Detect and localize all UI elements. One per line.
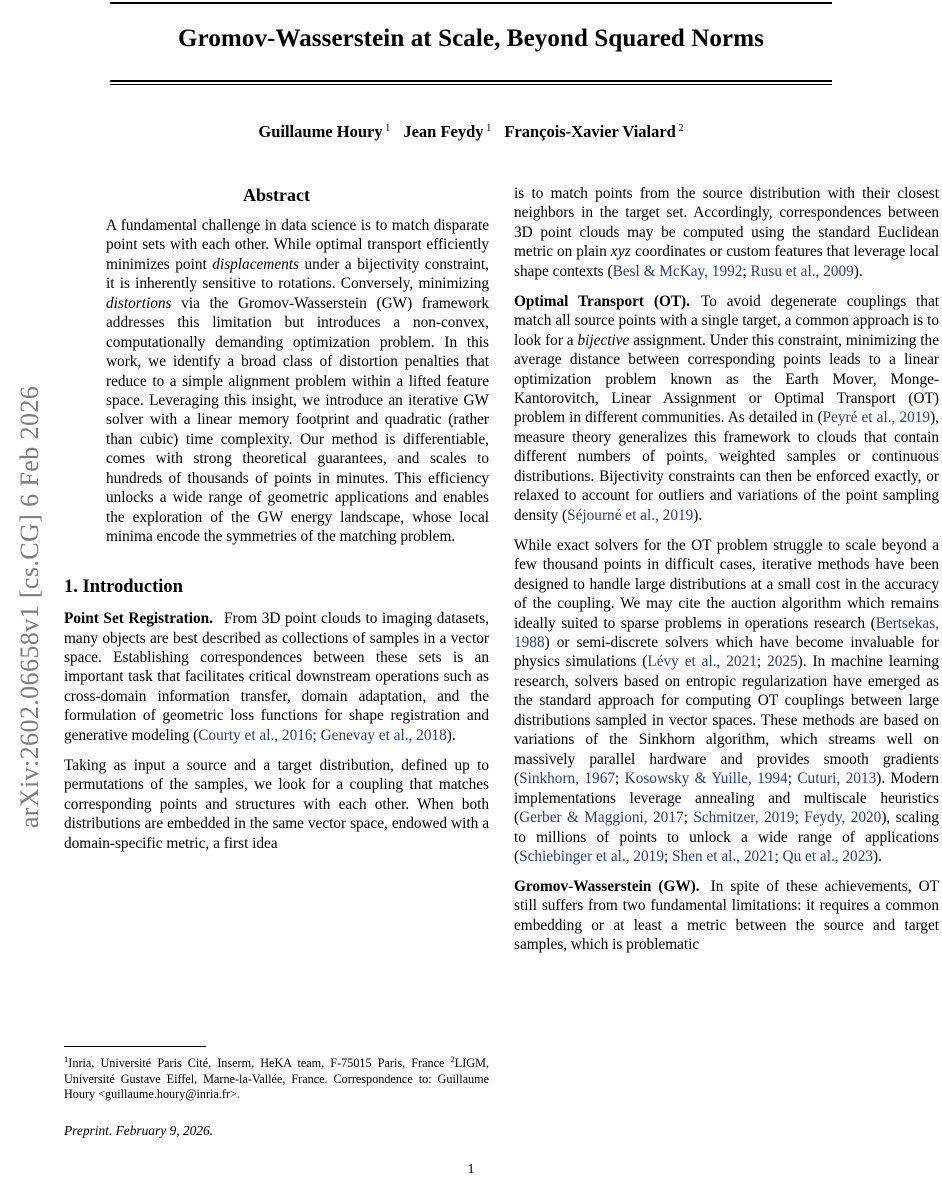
title-top-rule <box>110 2 832 4</box>
emphasis-text: displacements <box>212 255 299 273</box>
body-text: ; <box>756 653 768 671</box>
affiliation-mark: 1 <box>64 1054 69 1064</box>
citation-link[interactable]: Peyré et al., 2019 <box>822 409 931 427</box>
body-text: ). Modern implementations leverage annealing and multiscale heuristics ( <box>514 770 939 827</box>
author-affiliation-mark: 2 <box>678 122 684 134</box>
body-text: is to match points from the source distribution with their closest neighbors in the target set. Accordingly, correspondences between 3D point clouds may be computed using the standard Euclidean metric on plain <box>514 185 939 261</box>
body-text: To avoid degenerate couplings that match all source points with a single target, a common approach is to look for a <box>514 292 939 349</box>
affiliation-mark: 2 <box>450 1054 455 1064</box>
body-text: ; <box>615 770 625 788</box>
citation-link[interactable]: Schiebinger et al., 2019 <box>519 847 664 865</box>
body-paragraph <box>64 609 489 745</box>
abstract-body <box>106 216 489 547</box>
body-text: In spite of these achievements, OT still suffers from two fundamental limitations: it requires a common embedding or at least a metric between the source and target samples, which is problematic <box>514 877 939 954</box>
arxiv-stamp <box>0 0 56 1200</box>
author-entry <box>504 122 683 141</box>
body-text: Taking as input a source and a target distribution, defined up to permutations of the samples, we look for a coupling that matches corresponding points and structures with each other. When both distributions are embedded in the same vector space, endowed with a domain-specific metric, a first idea <box>64 756 489 852</box>
body-paragraph <box>514 536 939 867</box>
body-text: LIGM, Université Gustave Eiffel, Marne-la-Vallée, France. Correspondence to: Guillaume Houry <guillaume.houry@inria.fr>. <box>64 1056 489 1102</box>
author-list <box>110 122 832 142</box>
body-text: ). <box>446 726 456 744</box>
emphasis-text: bijective <box>577 331 630 349</box>
body-text: ), scaling to millions of points to unlock a wide range of applications ( <box>514 809 939 865</box>
paragraph-runin-heading: Optimal Transport (OT). <box>514 292 690 310</box>
abstract-heading: Abstract <box>243 185 310 205</box>
citation-link[interactable]: Qu et al., 2023 <box>782 847 874 865</box>
paragraph-runin-heading: Point Set Registration. <box>64 610 213 628</box>
body-text: ; <box>312 726 321 744</box>
citation-link[interactable]: Kosowsky & Yuille, 1994 <box>624 770 788 788</box>
body-paragraph <box>64 756 489 853</box>
author-name: François-Xavier Vialard <box>504 122 676 141</box>
body-text: ; <box>663 847 673 865</box>
citation-link[interactable]: Sinkhorn, 1967 <box>519 770 616 788</box>
author-name: Jean Feydy <box>403 122 484 141</box>
citation-link[interactable]: Lévy et al., 2021 <box>647 653 757 671</box>
title-bottom-double-rule <box>110 80 832 85</box>
body-text: ). <box>853 262 863 280</box>
citation-link[interactable]: Séjourné et al., 2019 <box>567 506 694 524</box>
footnote-separator-rule <box>64 1046 206 1047</box>
citation-link[interactable]: Schmitzer, 2019 <box>693 809 795 827</box>
author-affiliation-mark: 1 <box>486 122 492 134</box>
right-column <box>514 184 939 955</box>
author-name: Guillaume Houry <box>258 122 383 141</box>
paragraph-runin-heading: Gromov-Wasserstein (GW). <box>514 877 700 895</box>
citation-link[interactable]: Gerber & Maggioni, 2017 <box>519 809 684 827</box>
body-text: ; <box>787 770 798 788</box>
right-column-paragraphs <box>514 184 939 955</box>
body-text: ; <box>794 809 805 827</box>
body-text: While exact solvers for the OT problem struggle to scale beyond a few thousand points in difficult cases, iterative methods have been designed to handle large distributions at a small cost in the accuracy of the coupling. We may cite the auction algorithm which remains ideally suited to sparse problems in operations research ( <box>514 536 939 632</box>
section-heading-introduction: 1. Introduction <box>64 576 183 597</box>
body-text: ). <box>693 506 703 524</box>
footnote-block <box>64 1046 489 1139</box>
citation-link[interactable]: Courty et al., 2016 <box>198 726 313 744</box>
body-text: ). <box>873 847 882 865</box>
citation-link[interactable]: Besl & McKay, 1992 <box>612 262 743 280</box>
body-text: coordinates or custom features that leverage local shape contexts ( <box>514 243 939 280</box>
citation-link[interactable]: Feydy, 2020 <box>804 809 882 827</box>
body-text: via the Gromov-Wasserstein (GW) framework addresses this limitation but introduces a non-convex, computationally demanding optimization problem. In this work, we identify a broad class of distortion penalties that reduce to a simple alignment problem within a lifted feature space. Leveraging this insight, we introduce an iterative GW solver with a linear memory footprint and quadratic (rather than cubic) time complexity. Our method is differentiable, comes with strong theoretical guarantees, and scales to hundreds of thousands of points in minutes. This efficiency unlocks a wide range of geometric applications and enables the exploration of the GW energy landscape, whose local minima encode the symmetries of the matching problem. <box>106 294 489 546</box>
citation-link[interactable]: Cuturi, 2013 <box>797 770 877 788</box>
body-text: assignment. Under this constraint, minimizing the average distance between corresponding points leads to a linear optimization problem known as the Earth Mover, Monge-Kantorovitch, Linear Assignment or Optimal Transport (OT) problem in different communities. As detailed in ( <box>514 331 939 427</box>
body-paragraph <box>514 292 939 525</box>
author-entry <box>403 122 491 141</box>
page-title: Gromov-Wasserstein at Scale, Beyond Squared Norms <box>178 25 764 52</box>
emphasis-text: distortions <box>106 294 172 312</box>
body-text: A fundamental challenge in data science is to match disparate point sets with each other. While optimal transport efficiently minimizes point <box>106 216 489 273</box>
author-entry <box>258 122 390 141</box>
arxiv-identifier-text: arXiv:2602.06658v1 [cs.CG] 6 Feb 2026 <box>15 385 44 829</box>
citation-link[interactable]: 2025 <box>767 653 798 671</box>
citation-link[interactable]: Genevay et al., 2018 <box>320 726 447 744</box>
body-text: ) or semi-discrete solvers which have become invaluable for physics simulations ( <box>514 633 939 671</box>
left-column <box>64 184 489 853</box>
math-inline: xyz <box>610 243 632 261</box>
author-affiliation-mark: 1 <box>385 122 391 134</box>
abstract-paragraph <box>106 216 489 547</box>
body-text: ; <box>774 847 783 865</box>
citation-link[interactable]: Shen et al., 2021 <box>672 847 775 865</box>
preprint-notice: Preprint. February 9, 2026. <box>64 1123 214 1139</box>
body-text: Inria, Université Paris Cité, Inserm, HeKA team, F-75015 Paris, France <box>68 1056 451 1071</box>
body-text: ), measure theory generalizes this framework to clouds that contain different numbers of points, weighted samples or continuous distributions. Bijectivity constraints can then be enforced exactly, or relaxed to account for outliers and variations of the point sampling density ( <box>514 409 939 524</box>
body-paragraph <box>514 184 939 281</box>
introduction-paragraphs <box>64 609 489 853</box>
body-text: ; <box>683 809 694 827</box>
body-text: ; <box>742 262 751 280</box>
body-paragraph <box>514 877 939 955</box>
body-text: ). In machine learning research, solvers based on entropic regularization have emerged as the standard approach for computing OT couplings between large distributions sampled in vector spaces. These methods are based on variations of the Sinkhorn algorithm, which streams well on massively parallel hardware and provides smooth gradients ( <box>514 653 939 788</box>
body-text: under a bijectivity constraint, it is inherently sensitive to rotations. Conversely, minimizing <box>106 255 489 293</box>
citation-link[interactable]: Bertsekas, 1988 <box>514 614 939 651</box>
affiliation-footnote <box>64 1054 489 1103</box>
citation-link[interactable]: Rusu et al., 2009 <box>750 262 854 280</box>
page-number: 1 <box>467 1162 475 1177</box>
body-text: From 3D point clouds to imaging datasets, many objects are best described as collections of samples in a vector space. Establishing correspondences between these sets is an important task that facilitates critical downstream operations such as cross-domain information transfer, domain adaptation, and the formulation of geometric loss functions for shape registration and generative modeling ( <box>64 610 490 744</box>
